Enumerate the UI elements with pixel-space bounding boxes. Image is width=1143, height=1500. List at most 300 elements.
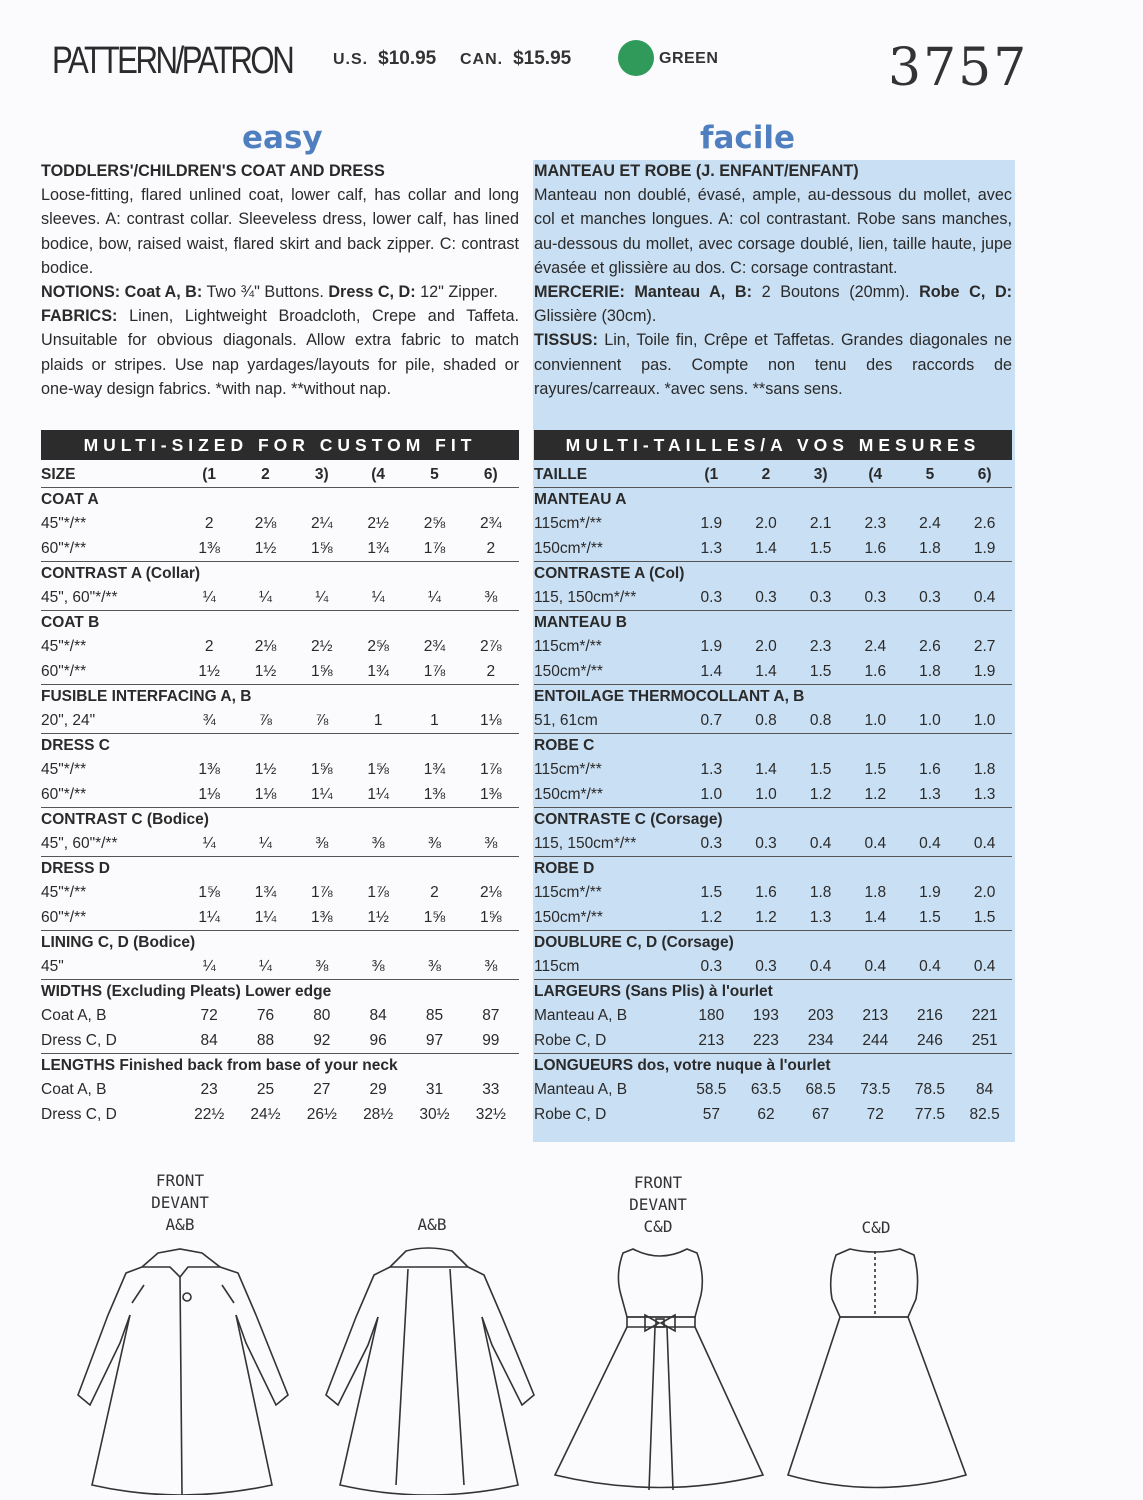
sketch-label-back-ab: A&B	[417, 1215, 447, 1234]
table-cell: 2⅛	[254, 638, 277, 656]
table-section-title-row	[41, 930, 519, 955]
table-cell: 1.4	[755, 539, 777, 557]
table-row	[41, 586, 519, 611]
table-cell: ¼	[202, 957, 216, 975]
table-row	[534, 1004, 1012, 1029]
table-cell: 1.5	[809, 761, 832, 779]
table-cell: 1⅛	[198, 785, 220, 803]
row-label: 45"*/**	[41, 638, 87, 656]
table-section-title-row	[534, 488, 1012, 513]
row-label: 150cm*/**	[534, 785, 603, 803]
table-cell: 2	[486, 662, 496, 680]
table-row	[534, 1029, 1012, 1054]
table-cell: 27	[313, 1081, 331, 1099]
table-cell: 1¼	[367, 785, 389, 803]
table-cell: 30½	[419, 1105, 450, 1123]
table-cell: 33	[482, 1081, 500, 1099]
table-cell: 24½	[250, 1105, 281, 1123]
table-cell: 1.4	[755, 662, 777, 680]
table-cell: 2¼	[311, 515, 333, 533]
table-cell: 1.6	[919, 761, 941, 779]
table-cell: 1⅝	[198, 884, 220, 902]
size-column-header: 2	[261, 466, 270, 484]
row-label: Robe C, D	[534, 1031, 607, 1049]
table-row	[534, 1078, 1012, 1103]
table-cell: 29	[369, 1081, 387, 1099]
table-cell: 1.5	[809, 539, 832, 557]
table-cell: 2	[430, 884, 439, 902]
row-label: 51, 61cm	[534, 711, 598, 729]
table-section-title-row	[534, 734, 1012, 759]
table-cell: 1.5	[919, 908, 941, 926]
row-label: 60"*/**	[41, 908, 87, 926]
table-cell: 1⅜	[198, 761, 220, 779]
table-cell: 1⅝	[311, 761, 333, 779]
row-label: 115cm	[534, 957, 580, 975]
table-cell: 84	[200, 1031, 218, 1049]
row-label: 115cm*/**	[534, 761, 602, 779]
row-label: Manteau A, B	[534, 1081, 628, 1099]
table-cell: 84	[369, 1007, 387, 1025]
table-row	[41, 1078, 519, 1103]
row-label: 115, 150cm*/**	[534, 834, 637, 852]
table-cell: 1.5	[864, 761, 887, 779]
section-title: LENGTHS Finished back from base of your neck	[41, 1053, 519, 1078]
table-cell: ¼	[259, 834, 272, 852]
table-cell: 72	[200, 1007, 218, 1025]
row-label: Dress C, D	[41, 1031, 117, 1049]
table-cell: 31	[425, 1081, 444, 1099]
table-row	[534, 881, 1012, 906]
table-cell: 0.4	[809, 957, 832, 975]
fabrics-label: FABRICS:	[41, 307, 118, 326]
table-section-title-row	[41, 611, 519, 636]
table-cell: ¼	[315, 589, 329, 607]
yardage-table-english	[41, 463, 519, 1127]
us-price-value: $10.95	[378, 48, 437, 69]
can-price-value: $15.95	[513, 48, 572, 69]
section-title: MANTEAU B	[534, 611, 1012, 636]
french-description: Manteau non doublé, évasé, ample, au-dessous du mollet, avec col et manches longues. A: col contrastant. Robe sans manches, au-dessous du mollet, avec corsage doublé, lien, taille haute, jupe évasée et glissière au dos. C: corsage contrastant.	[534, 186, 1012, 277]
row-label: 115, 150cm*/**	[534, 589, 637, 607]
table-cell: 213	[862, 1007, 889, 1025]
table-row	[534, 783, 1012, 808]
table-cell: 1⅜	[423, 785, 446, 803]
table-cell: 2⅞	[480, 638, 502, 656]
table-cell: 0.3	[700, 589, 723, 607]
table-cell: 193	[753, 1007, 779, 1025]
table-cell: 1⅞	[311, 884, 333, 902]
section-title: LARGEURS (Sans Plis) à l'ourlet	[534, 979, 1012, 1004]
table-cell: ¼	[202, 834, 216, 852]
size-column-header: 3)	[314, 466, 329, 484]
section-title: COAT B	[41, 611, 519, 636]
table-cell: 92	[313, 1031, 331, 1049]
table-row	[41, 758, 519, 783]
table-cell: 2	[204, 515, 214, 533]
table-cell: 2⅝	[423, 515, 446, 533]
table-cell: ⅜	[484, 589, 498, 607]
french-notions	[534, 280, 1012, 328]
table-cell: 2.3	[864, 515, 887, 533]
table-cell: 0.8	[755, 711, 777, 729]
table-cell: 1.9	[700, 638, 723, 656]
table-section-title-row	[41, 488, 519, 513]
table-cell: 1⅜	[198, 539, 220, 557]
table-cell: 87	[482, 1007, 500, 1025]
table-cell: ¼	[371, 589, 385, 607]
table-row	[41, 512, 519, 537]
table-cell: 73.5	[860, 1081, 891, 1099]
section-title: ROBE C	[534, 734, 1012, 759]
section-title: DRESS C	[41, 734, 519, 759]
table-cell: 67	[812, 1105, 830, 1123]
table-section-title-row	[41, 561, 519, 586]
table-row	[534, 709, 1012, 734]
row-label: 45"*/**	[41, 761, 87, 779]
table-cell: 244	[862, 1031, 889, 1049]
fabrics-text: Linen, Lightweight Broadcloth, Crepe and Taffeta. Unsuitable for obvious diagonals. Allow extra fabric to match plaids or stripes. Use nap yardages/layouts for pile, shaded or one-way design fabrics. *with nap. **without nap.	[41, 307, 519, 398]
table-cell: 1.5	[700, 884, 723, 902]
french-heading: MANTEAU ET ROBE (J. ENFANT/ENFANT)	[534, 162, 859, 180]
table-cell: 221	[971, 1007, 998, 1025]
table-cell: 68.5	[805, 1081, 836, 1099]
notions-text: Two ¾" Buttons.	[206, 283, 324, 302]
table-row	[534, 758, 1012, 783]
table-row	[41, 660, 519, 685]
table-section-title-row	[534, 1053, 1012, 1078]
section-title: LONGUEURS dos, votre nuque à l'ourlet	[534, 1053, 1012, 1078]
table-cell: 0.4	[919, 834, 941, 852]
us-price	[333, 48, 436, 70]
table-cell: 0.3	[864, 589, 887, 607]
row-label: 115cm*/**	[534, 638, 602, 656]
table-cell: 58.5	[696, 1081, 727, 1099]
pattern-number: 3757	[888, 38, 1029, 98]
size-column-header: 2	[761, 466, 771, 484]
section-title: CONTRASTE A (Col)	[534, 561, 1012, 586]
table-row	[534, 1102, 1012, 1127]
row-label: Robe C, D	[534, 1105, 607, 1123]
table-section-title-row	[534, 561, 1012, 586]
pattern-title: PATTERN/PATRON	[52, 40, 293, 82]
row-label: Coat A, B	[41, 1007, 107, 1025]
section-title: ROBE D	[534, 857, 1012, 882]
table-cell: 1.8	[919, 662, 941, 680]
table-section-title-row	[534, 930, 1012, 955]
table-section-title-row	[41, 684, 519, 709]
section-title: CONTRAST C (Bodice)	[41, 807, 519, 832]
table-cell: 57	[702, 1105, 720, 1123]
us-price-label: U.S.	[333, 51, 369, 68]
size-column-header: (1	[704, 466, 719, 484]
table-cell: ⅞	[315, 711, 329, 729]
table-cell: 80	[313, 1007, 331, 1025]
table-cell: 1⅞	[367, 884, 389, 902]
mercerie-label: MERCERIE: Manteau A, B:	[534, 283, 752, 302]
table-cell: 0.4	[919, 957, 941, 975]
table-cell: ¼	[259, 589, 272, 607]
table-cell: 203	[807, 1007, 834, 1025]
table-cell: 1.0	[973, 711, 996, 729]
row-label: 60"*/**	[41, 785, 87, 803]
table-cell: ⅞	[259, 711, 272, 729]
table-cell: 2½	[311, 638, 333, 656]
table-cell: 2.7	[973, 638, 996, 656]
table-cell: 0.7	[700, 711, 723, 729]
french-banner: MULTI-TAILLES/A VOS MESURES	[534, 430, 1012, 460]
section-title: LINING C, D (Bodice)	[41, 930, 519, 955]
table-section-title-row	[534, 684, 1012, 709]
row-label: Dress C, D	[41, 1105, 117, 1123]
mercerie-label-2: Robe C, D:	[919, 283, 1013, 302]
table-cell: 2.3	[809, 638, 832, 656]
table-row	[534, 586, 1012, 611]
table-cell: 0.3	[809, 589, 832, 607]
table-cell: 1	[373, 711, 383, 729]
table-cell: 2.6	[973, 515, 996, 533]
table-cell: 85	[425, 1007, 444, 1025]
table-section-title-row	[41, 1053, 519, 1078]
row-label: 150cm*/**	[534, 908, 603, 926]
table-cell: 84	[976, 1081, 994, 1099]
table-cell: ¼	[428, 589, 441, 607]
table-cell: ⅜	[484, 957, 498, 975]
table-cell: 1⅝	[311, 539, 333, 557]
table-cell: 1.5	[973, 908, 996, 926]
table-cell: 1.2	[809, 785, 832, 803]
table-cell: 1.2	[864, 785, 887, 803]
table-row	[534, 955, 1012, 980]
table-cell: 2⅝	[367, 638, 389, 656]
table-cell: 1.8	[919, 539, 941, 557]
table-cell: 1½	[198, 662, 220, 680]
table-row	[534, 537, 1012, 562]
english-description-block	[41, 159, 519, 401]
table-cell: 1.3	[700, 761, 723, 779]
size-label: TAILLE	[534, 466, 588, 484]
table-cell: 76	[256, 1007, 275, 1025]
table-cell: 234	[807, 1031, 834, 1049]
table-cell: 26½	[306, 1105, 337, 1123]
table-cell: 2¾	[480, 515, 502, 533]
table-row	[41, 955, 519, 980]
table-cell: 1.9	[973, 539, 996, 557]
size-header-row	[41, 463, 519, 488]
table-cell: 1⅜	[311, 908, 333, 926]
english-banner: MULTI-SIZED FOR CUSTOM FIT	[41, 430, 519, 460]
table-cell: 0.4	[864, 957, 887, 975]
table-section-title-row	[41, 857, 519, 882]
table-cell: 1¾	[367, 539, 389, 557]
table-cell: 1.6	[864, 662, 887, 680]
dress-back-sketch	[780, 1245, 990, 1495]
table-cell: 1.4	[700, 662, 723, 680]
table-cell: 1.2	[700, 908, 723, 926]
table-cell: 216	[917, 1007, 943, 1025]
table-cell: 1½	[254, 761, 277, 779]
table-cell: 82.5	[969, 1105, 1000, 1123]
table-cell: 96	[369, 1031, 387, 1049]
english-heading: TODDLERS'/CHILDREN'S COAT AND DRESS	[41, 162, 385, 180]
table-cell: 32½	[475, 1105, 506, 1123]
size-column-header: 6)	[483, 466, 498, 484]
table-cell: 0.8	[809, 711, 832, 729]
table-cell: 1.3	[973, 785, 996, 803]
size-column-header: 3)	[813, 466, 828, 484]
table-cell: 1.8	[809, 884, 832, 902]
row-label: 150cm*/**	[534, 539, 603, 557]
table-cell: 1¼	[198, 908, 220, 926]
section-title: DOUBLURE C, D (Corsage)	[534, 930, 1012, 955]
table-cell: 62	[757, 1105, 775, 1123]
size-column-header: (4	[371, 466, 386, 484]
table-row	[534, 660, 1012, 685]
table-cell: 99	[482, 1031, 500, 1049]
table-cell: 1¾	[423, 761, 446, 779]
table-cell: 251	[971, 1031, 998, 1049]
table-row	[41, 832, 519, 857]
french-fabrics	[534, 328, 1012, 401]
table-cell: 28½	[363, 1105, 394, 1123]
table-cell: ⅜	[428, 957, 441, 975]
table-row	[534, 635, 1012, 660]
table-section-title-row	[534, 611, 1012, 636]
table-cell: 223	[753, 1031, 779, 1049]
table-cell: 1.5	[809, 662, 832, 680]
table-cell: 1¼	[311, 785, 333, 803]
mercerie-text-2: Glissière (30cm).	[534, 307, 657, 326]
table-cell: 2.6	[919, 638, 941, 656]
table-cell: 25	[256, 1081, 275, 1099]
row-label: 60"*/**	[41, 539, 87, 557]
table-cell: 1.3	[700, 539, 723, 557]
sketch-label-back-cd: C&D	[861, 1218, 891, 1237]
row-label: 45"*/**	[41, 884, 87, 902]
table-cell: 0.3	[700, 957, 723, 975]
color-label: GREEN	[659, 50, 719, 67]
table-cell: 1.6	[755, 884, 777, 902]
table-cell: 2.0	[755, 638, 777, 656]
size-header-row	[534, 463, 1012, 488]
table-cell: ⅜	[315, 834, 329, 852]
table-cell: 63.5	[750, 1081, 782, 1099]
table-cell: 1⅞	[480, 761, 502, 779]
english-fabrics	[41, 304, 519, 401]
tissus-text: Lin, Toile fin, Crêpe et Taffetas. Grandes diagonales ne conviennent pas. Compte non tenu des raccords de rayures/carreaux. *avec sens. **sans sens.	[534, 331, 1012, 398]
table-row	[41, 1102, 519, 1127]
row-label: Manteau A, B	[534, 1007, 628, 1025]
notions-label-2: Dress C, D:	[328, 283, 416, 302]
table-row	[534, 832, 1012, 857]
table-cell: 0.3	[755, 957, 777, 975]
table-cell: 2½	[367, 515, 389, 533]
table-cell: 246	[917, 1031, 943, 1049]
row-label: 45"*/**	[41, 515, 87, 533]
table-cell: 1⅝	[480, 908, 502, 926]
section-title: WIDTHS (Excluding Pleats) Lower edge	[41, 979, 519, 1004]
table-cell: 1.0	[755, 785, 777, 803]
table-cell: 1⅝	[423, 908, 446, 926]
table-cell: 1.3	[809, 908, 832, 926]
table-cell: 2.1	[809, 515, 832, 533]
table-cell: 2.4	[919, 515, 941, 533]
table-cell: 1⅝	[311, 662, 333, 680]
table-cell: 2¾	[423, 638, 446, 656]
table-cell: 1	[430, 711, 439, 729]
table-cell: ¾	[202, 711, 216, 729]
size-column-header: 5	[430, 466, 439, 484]
row-label: 115cm*/**	[534, 515, 602, 533]
english-notions	[41, 280, 519, 304]
table-cell: 23	[200, 1081, 218, 1099]
french-description-block	[534, 159, 1012, 401]
table-cell: 0.3	[700, 834, 723, 852]
table-cell: 1⅛	[254, 785, 277, 803]
table-section-title-row	[41, 734, 519, 759]
table-cell: 1.9	[973, 662, 996, 680]
row-label: 115cm*/**	[534, 884, 602, 902]
table-cell: 1½	[254, 539, 277, 557]
table-cell: 1¼	[254, 908, 277, 926]
table-row	[41, 783, 519, 808]
level-french: facile	[700, 120, 796, 156]
table-cell: 1.8	[973, 761, 996, 779]
section-title: CONTRASTE C (Corsage)	[534, 807, 1012, 832]
table-cell: 1⅞	[423, 662, 446, 680]
table-cell: 1⅞	[423, 539, 446, 557]
row-label: 45", 60"*/**	[41, 589, 118, 607]
table-cell: 2⅛	[254, 515, 277, 533]
level-english: easy	[242, 120, 323, 156]
table-row	[41, 635, 519, 660]
table-cell: 2.4	[864, 638, 887, 656]
notions-text-2: 12" Zipper.	[420, 283, 498, 302]
row-label: 45", 60"*/**	[41, 834, 118, 852]
table-cell: 1.8	[864, 884, 887, 902]
table-cell: 1⅝	[367, 761, 389, 779]
coat-back-sketch	[318, 1245, 548, 1495]
table-cell: 78.5	[914, 1081, 946, 1099]
table-row	[41, 1029, 519, 1054]
table-cell: 77.5	[914, 1105, 946, 1123]
table-cell: 2	[486, 539, 496, 557]
section-title: DRESS D	[41, 857, 519, 882]
table-section-title-row	[534, 979, 1012, 1004]
table-cell: 1.0	[700, 785, 723, 803]
dress-front-sketch	[545, 1245, 775, 1495]
table-cell: 1.2	[755, 908, 777, 926]
table-cell: 88	[256, 1031, 275, 1049]
table-cell: 1½	[254, 662, 277, 680]
table-cell: 0.4	[973, 957, 996, 975]
table-cell: 1.4	[755, 761, 777, 779]
table-cell: 1.0	[864, 711, 887, 729]
table-cell: 213	[698, 1031, 725, 1049]
table-cell: 180	[698, 1007, 725, 1025]
table-row	[534, 512, 1012, 537]
row-label: 150cm*/**	[534, 662, 603, 680]
table-cell: 1.4	[864, 908, 887, 926]
table-cell: 0.4	[973, 589, 996, 607]
row-label: 60"*/**	[41, 662, 87, 680]
tissus-label: TISSUS:	[534, 331, 598, 350]
english-description: Loose-fitting, flared unlined coat, lower calf, has collar and long sleeves. A: contrast collar. Sleeveless dress, lower calf, has lined bodice, bow, raised waist, flared skirt and back zipper. C: contrast bodice.	[41, 186, 519, 277]
table-cell: 1¾	[367, 662, 389, 680]
table-cell: 0.4	[809, 834, 832, 852]
table-cell: ¼	[202, 589, 216, 607]
table-cell: 1¾	[254, 884, 277, 902]
